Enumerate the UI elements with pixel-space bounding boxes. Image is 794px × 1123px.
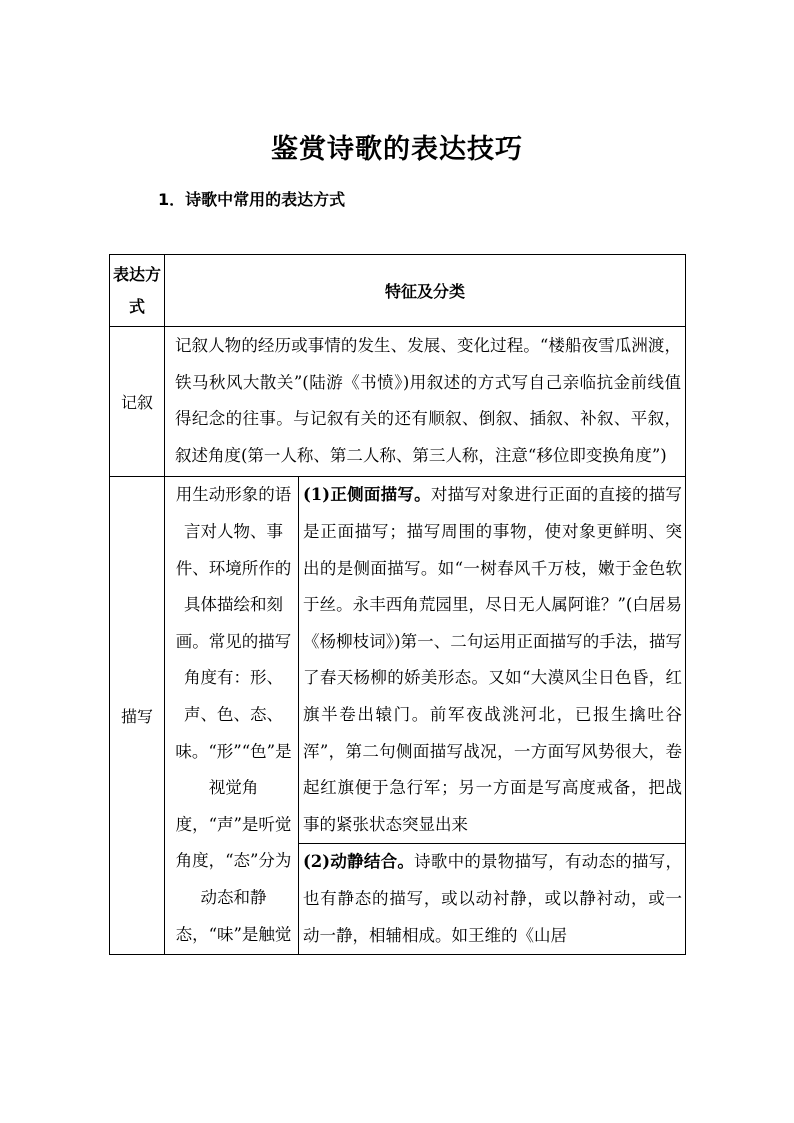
row-label-narration: 记叙: [110, 327, 165, 477]
item-1-heading: (1)正侧面描写。: [303, 485, 431, 505]
section-heading: 1．诗歌中常用的表达方式: [158, 190, 346, 209]
header-method: 表达方式: [110, 255, 165, 327]
table-header-row: [110, 255, 686, 327]
description-summary-cell: [165, 477, 299, 955]
narration-content: 记叙人物的经历或事情的发生、发展、变化过程。“楼船夜雪瓜洲渡，铁马秋风大散关”(陆游《书愤》)用叙述的方式写自己亲临抗金前线值得纪念的往事。与记叙有关的还有顺叙、倒叙、插叙、补叙、平叙，叙述角度(第一人称、第二人称、第三人称，注意“移位即变换角度”): [175, 336, 682, 465]
description-item-2-cell: [299, 844, 686, 955]
page-title: 鉴赏诗歌的表达技巧: [271, 134, 523, 165]
item-1-body: 对描写对象进行正面的直接的描写是正面描写；描写周围的事物，使对象更鲜明、突出的是侧面描写。如“一树春风千万枝，嫩于金色软于丝。永丰西角荒园里，尽日无人属阿谁？”(白居易《杨柳枝词》)第一、二句运用正面描写的手法，描写了春天杨柳的娇美形态。又如“大漠风尘日色昏，红旗半卷出辕门。前军夜战洮河北，已报生擒吐谷浑”，第二句侧面描写战况，一方面写风势很大，卷起红旗便于急行军；另一方面是写高度戒备，把战事的紧张状态突显出来: [303, 485, 683, 834]
description-summary: 用生动形象的语言对人物、事件、环境所作的具体描绘和刻画。常见的描写角度有：形、声、色、态、味。“形”“色”是视觉角度，“声”是听觉角度，“态”分为动态和静态，“味”是触觉: [175, 485, 292, 944]
table-row-narration: [110, 327, 686, 477]
description-item-1-cell: [299, 477, 686, 844]
expression-methods-table: [109, 254, 686, 955]
item-2-heading: (2)动静结合。: [303, 852, 415, 872]
description-item-1: [299, 477, 685, 843]
table-row-description: [110, 477, 686, 844]
row-label-description: 描写: [110, 477, 165, 955]
item-2-body: 诗歌中的景物描写，有动态的描写，也有静态的描写，或以动衬静，或以静衬动，或一动一静，相辅相成。如王维的《山居: [303, 852, 683, 945]
header-features: 特征及分类: [165, 255, 686, 327]
narration-content-cell: [165, 327, 686, 477]
description-item-2: [299, 844, 685, 954]
